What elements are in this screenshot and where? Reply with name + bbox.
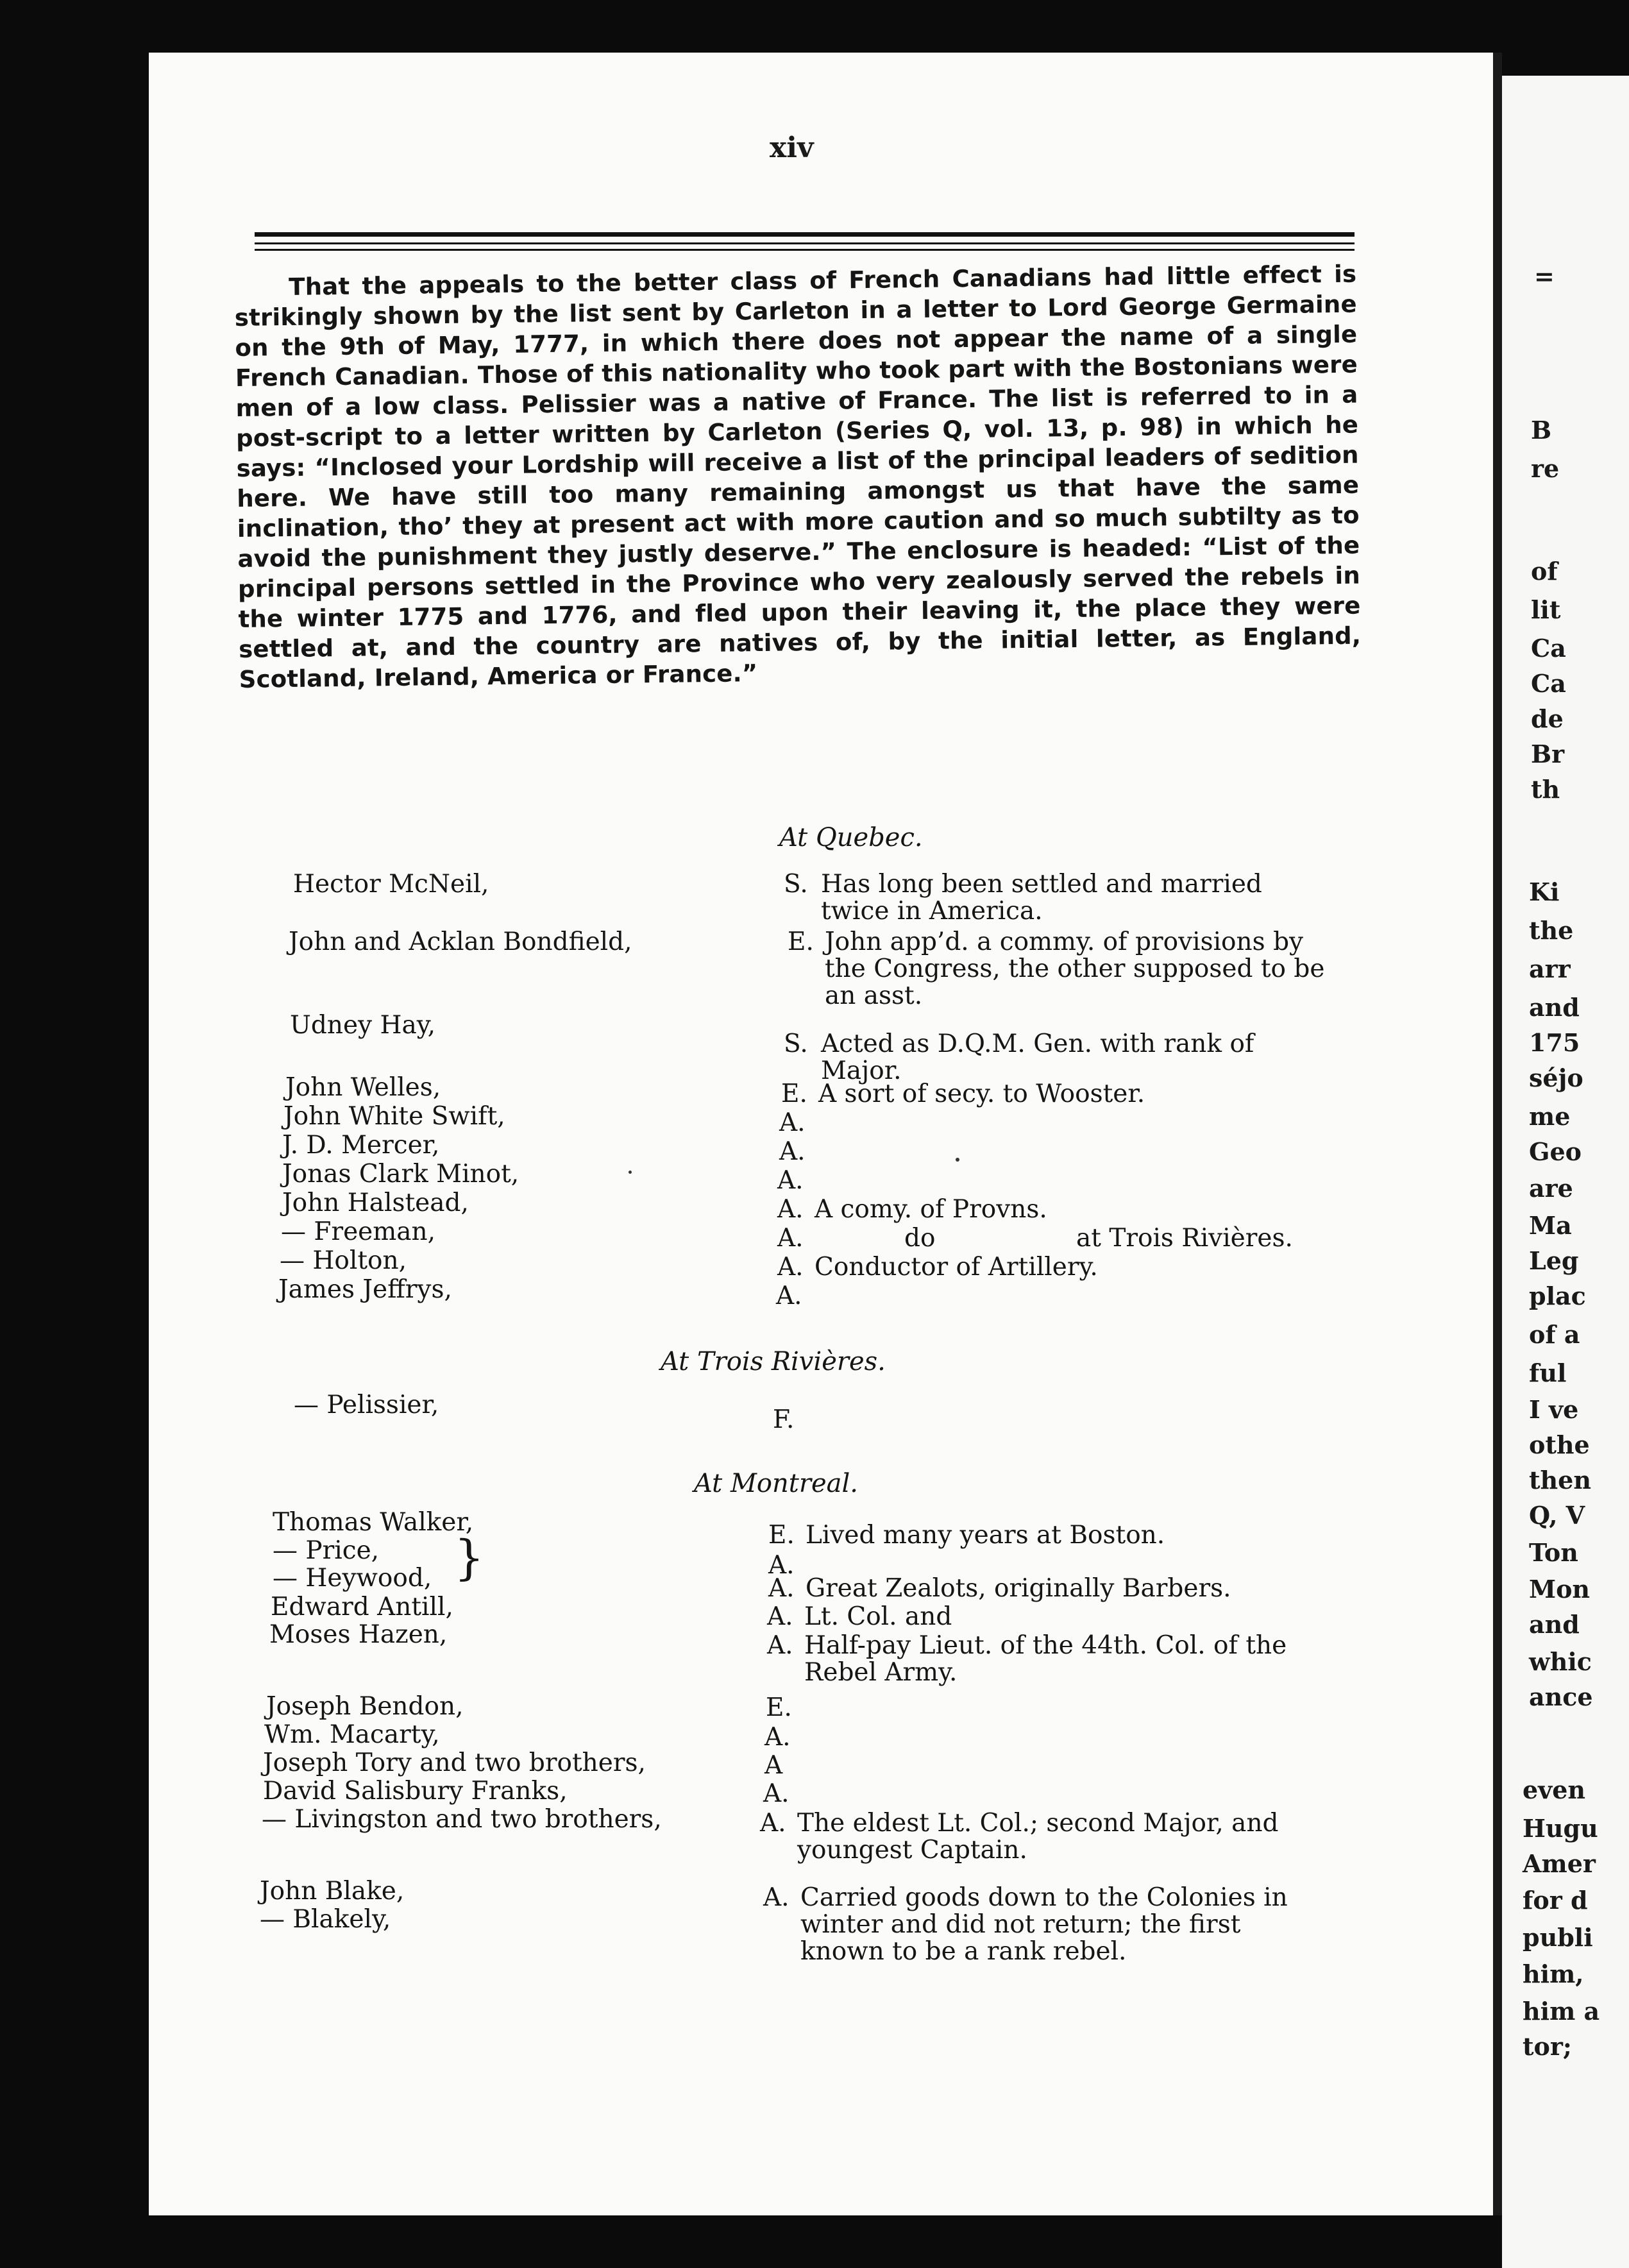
adjacent-page-text-fragment: and xyxy=(1529,993,1580,1022)
adjacent-page-text-fragment: publi xyxy=(1523,1923,1593,1952)
entry-name: Joseph Tory and two brothers, xyxy=(263,1748,646,1777)
adjacent-page-text-fragment: othe xyxy=(1529,1430,1590,1459)
entry-name: Wm. Macarty, xyxy=(264,1720,440,1749)
adjacent-page-text-fragment: Ca xyxy=(1531,634,1566,663)
entry-origin-letter: A. xyxy=(776,1282,802,1310)
entry-note: A comy. of Provns. xyxy=(814,1195,1047,1224)
adjacent-page-text-fragment: Q, V xyxy=(1529,1501,1585,1530)
entry-note-location: at Trois Rivières. xyxy=(1076,1224,1293,1253)
adjacent-page-text-fragment: = xyxy=(1534,262,1555,291)
entry-name: Moses Hazen, xyxy=(269,1620,448,1649)
entry-origin-letter: E. xyxy=(766,1693,792,1722)
adjacent-page-text-fragment: then xyxy=(1529,1466,1591,1494)
adjacent-page-text-fragment: him, xyxy=(1523,1959,1584,1988)
adjacent-page-text-fragment: th xyxy=(1531,775,1560,804)
adjacent-page-text-fragment: even xyxy=(1523,1775,1586,1804)
adjacent-page-text-fragment: him a xyxy=(1523,1997,1600,2026)
entry-name: — Blakely, xyxy=(260,1905,391,1934)
adjacent-page-text-fragment: Ca xyxy=(1531,669,1566,698)
adjacent-page-text-fragment: arr xyxy=(1529,954,1571,983)
entry-note: Has long been settled and married twice in America. xyxy=(821,870,1262,926)
entry-note: Acted as D.Q.M. Gen. with rank of Major. xyxy=(821,1029,1254,1085)
entry-origin-letter: A. xyxy=(763,1883,789,1912)
entry-name: John Blake, xyxy=(260,1877,405,1906)
adjacent-page-text-fragment: Ki xyxy=(1529,877,1560,906)
entry-origin-letter: A. xyxy=(767,1631,793,1660)
entry-note: Lt. Col. and xyxy=(804,1602,952,1631)
adjacent-page-text-fragment: me xyxy=(1529,1102,1571,1131)
adjacent-page-text-fragment: Hugu xyxy=(1523,1814,1598,1843)
adjacent-page-text-fragment: the xyxy=(1529,916,1574,945)
entry-name: James Jeffrys, xyxy=(278,1275,452,1304)
entry-name: J. D. Mercer, xyxy=(282,1131,440,1160)
adjacent-page-text-fragment: séjo xyxy=(1529,1063,1583,1092)
entry-note: Lived many years at Boston. xyxy=(806,1521,1165,1550)
entry-note: John app’d. a commy. of provisions by the Congress, the other supposed to be an asst. xyxy=(825,927,1325,1010)
adjacent-page-text-fragment: and xyxy=(1529,1610,1580,1639)
adjacent-page-text-fragment: tor; xyxy=(1523,2032,1572,2061)
adjacent-page-text-fragment: plac xyxy=(1529,1282,1586,1310)
adjacent-page-text-fragment: 175 xyxy=(1529,1028,1580,1057)
page-number: xiv xyxy=(770,131,814,164)
entry-origin-letter: A. xyxy=(777,1195,804,1224)
section-heading-at-trois-rivi-res: At Trois Rivières. xyxy=(661,1347,886,1376)
entry-name: — Heywood, xyxy=(273,1564,432,1593)
entry-origin-letter: A. xyxy=(763,1779,789,1808)
entry-origin-letter: E. xyxy=(768,1521,795,1550)
entry-origin-letter: A. xyxy=(768,1574,795,1603)
entry-note: Great Zealots, originally Barbers. xyxy=(806,1574,1231,1603)
entry-name: — Livingston and two brothers, xyxy=(262,1805,662,1834)
adjacent-page-text-fragment: Br xyxy=(1531,740,1565,768)
adjacent-page-text-fragment: for d xyxy=(1523,1886,1588,1915)
header-rule-thin xyxy=(255,242,1355,244)
entry-origin-letter: A xyxy=(764,1751,783,1780)
entry-name: John White Swift, xyxy=(283,1102,505,1131)
entry-origin-letter: A. xyxy=(779,1137,806,1166)
print-speck xyxy=(956,1158,959,1162)
entry-note: Half-pay Lieut. of the 44th. Col. of the Rebel Army. xyxy=(804,1631,1287,1687)
adjacent-page-text-fragment: I ve xyxy=(1529,1395,1579,1424)
print-speck xyxy=(629,1171,632,1174)
entry-origin-letter: S. xyxy=(784,1029,808,1058)
section-heading-at-quebec: At Quebec. xyxy=(779,823,923,852)
entry-name: Hector McNeil, xyxy=(293,870,489,899)
adjacent-page xyxy=(1502,76,1629,2268)
entry-origin-letter: A. xyxy=(777,1253,804,1282)
entry-name: — Price, xyxy=(273,1536,380,1565)
entry-origin-letter: S. xyxy=(784,870,808,899)
entry-origin-letter: A. xyxy=(779,1108,806,1137)
adjacent-page-text-fragment: of a xyxy=(1529,1320,1580,1349)
adjacent-page-text-fragment: ful xyxy=(1529,1358,1567,1387)
entry-name: John Halstead, xyxy=(282,1189,469,1217)
entry-origin-letter: E. xyxy=(788,927,814,956)
entry-name: Udney Hay, xyxy=(290,1011,435,1040)
adjacent-page-text-fragment: re xyxy=(1531,454,1560,483)
entry-origin-letter: E. xyxy=(781,1079,807,1108)
entry-name: Joseph Bendon, xyxy=(266,1692,464,1721)
header-rule-thick xyxy=(255,232,1355,237)
adjacent-page-text-fragment: de xyxy=(1531,704,1564,733)
adjacent-page-text-fragment: Ma xyxy=(1529,1211,1572,1240)
entry-name: David Salisbury Franks, xyxy=(263,1777,568,1806)
page-gutter xyxy=(1493,53,1502,2215)
section-heading-at-montreal: At Montreal. xyxy=(694,1469,858,1498)
entry-origin-letter: A. xyxy=(777,1224,804,1253)
entry-origin-letter: A. xyxy=(768,1551,795,1580)
entry-name: John Welles, xyxy=(285,1073,441,1102)
entry-origin-letter: F. xyxy=(773,1405,795,1434)
entry-name: John and Acklan Bondfield, xyxy=(289,927,632,956)
adjacent-page-text-fragment: of xyxy=(1531,557,1558,586)
adjacent-page-text-fragment: Mon xyxy=(1529,1575,1591,1604)
entry-note: do xyxy=(904,1224,936,1253)
entry-note: A sort of secy. to Wooster. xyxy=(818,1079,1145,1108)
entry-name: — Freeman, xyxy=(281,1217,436,1246)
header-rule-thin-2 xyxy=(255,249,1355,251)
grouping-brace: } xyxy=(454,1530,485,1586)
adjacent-page-text-fragment: Ton xyxy=(1529,1538,1578,1567)
adjacent-page-text-fragment: ance xyxy=(1529,1682,1593,1711)
entry-name: — Pelissier, xyxy=(294,1391,439,1419)
entry-origin-letter: A. xyxy=(767,1602,793,1631)
adjacent-page-text-fragment: lit xyxy=(1531,595,1561,624)
entry-name: Jonas Clark Minot, xyxy=(282,1160,519,1189)
entry-name: — Holton, xyxy=(280,1246,407,1275)
body-paragraph: That the appeals to the better class of French Canadians had little effect is strikingly shown by the list sent by Carleton in a letter to Lord George Germaine on the 9th of May, 1777, in which there does not appear the name of a single French Canadian. Those of this nationality who took part with the Bostonians were men of a low class. Pelissier was a native of France. The list is referred to in a post-script to a letter written by Carleton (Series Q, vol. 13, p. 98) in which he says: “Inclosed your Lordship will receive a list of the principal leaders of sedition here. We have still too many remaining amongst us that have the same inclination, tho’ they at present act with more caution and so much subtilty as to avoid the punishment they justly deserve.” The enclosure is headed: “List of the principal persons settled in the Province who very zealously served the rebels in the winter 1775 and 1776, and fled upon their leaving it, the place they were settled at, and the country are natives of, by the initial letter, as England, Scotland, Ireland, America or France.” xyxy=(234,260,1362,693)
entry-origin-letter: A. xyxy=(760,1809,786,1838)
entry-note: Conductor of Artillery. xyxy=(814,1253,1098,1282)
entry-origin-letter: A. xyxy=(777,1166,804,1195)
adjacent-page-text-fragment: Amer xyxy=(1523,1849,1596,1878)
adjacent-page-text-fragment: whic xyxy=(1529,1647,1592,1676)
entry-name: Thomas Walker, xyxy=(273,1508,474,1537)
adjacent-page-text-fragment: Geo xyxy=(1529,1137,1582,1166)
adjacent-page-text-fragment: are xyxy=(1529,1174,1573,1203)
entry-note: The eldest Lt. Col.; second Major, and youngest Captain. xyxy=(797,1809,1279,1865)
entry-note: Carried goods down to the Colonies in winter and did not return; the first known to be a rank rebel. xyxy=(800,1883,1288,1966)
entry-origin-letter: A. xyxy=(764,1723,791,1752)
entry-name: Edward Antill, xyxy=(271,1593,453,1621)
adjacent-page-text-fragment: Leg xyxy=(1529,1246,1579,1275)
adjacent-page-text-fragment: B xyxy=(1531,416,1552,444)
